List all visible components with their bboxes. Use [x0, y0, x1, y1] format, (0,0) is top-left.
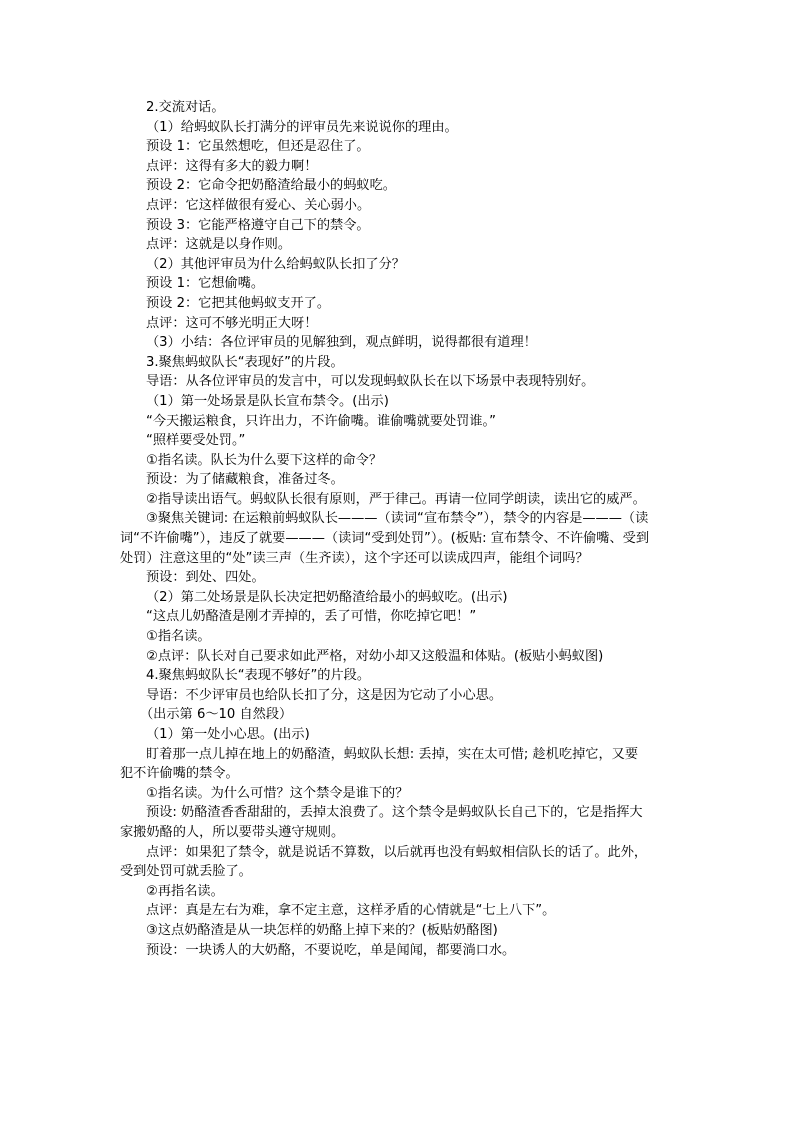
- text-line: 预设: 奶酪渣香香甜甜的，丢掉太浪费了。这个禁令是蚂蚁队长自己下的，它是指挥大: [146, 805, 643, 821]
- text-line: 3.聚焦蚂蚁队长“表现好”的片段。: [146, 354, 344, 370]
- text-line: 导语：从各位评审员的发言中，可以发现蚂蚁队长在以下场景中表现特别好。: [146, 374, 595, 390]
- text-line: 2.交流对话。: [146, 100, 225, 115]
- text-line: ①指名读。: [146, 629, 211, 645]
- text-line: 预设 1：它虽然想吃，但还是忍住了。: [146, 139, 370, 155]
- text-line: 家搬奶酪的人，所以要带头遵守规则。: [120, 824, 345, 840]
- text-line: 预设 1：它想偷嘴。: [146, 276, 265, 292]
- text-line: （2）第二处场景是队长决定把奶酪渣给最小的蚂蚁吃。(出示): [146, 589, 508, 605]
- text-line: “照样要受处罚。”: [146, 433, 246, 449]
- text-line: （3）小结：各位评审员的见解独到，观点鲜明，说得都很有道理！: [146, 335, 537, 351]
- text-line: ②指导读出语气。蚂蚁队长很有原则，严于律己。再请一位同学朗读，读出它的威严。: [146, 491, 646, 507]
- text-line: 预设 2：它把其他蚂蚁支开了。: [146, 295, 331, 311]
- text-line: （出示第 6～10 自然段）: [140, 707, 293, 723]
- text-line: 盯着那一点儿掉在地上的奶酪渣，蚂蚁队长想: 丢掉，实在太可惜; 趁机吃掉它，又要: [146, 746, 639, 762]
- text-line: “今天搬运粮食，只许出力，不许偷嘴。谁偷嘴就要处罚谁。”: [146, 413, 496, 429]
- text-line: 预设 2：它命令把奶酪渣给最小的蚂蚁吃。: [146, 178, 396, 194]
- text-line: “这点儿奶酪渣是刚才弄掉的，丢了可惜，你吃掉它吧！”: [146, 609, 477, 625]
- text-line: 预设：一块诱人的大奶酪，不要说吃，单是闻闻，都要淌口水。: [146, 942, 516, 958]
- text-line: 点评：它这样做很有爱心、关心弱小。: [146, 197, 371, 213]
- text-line: 预设：到处、四处。: [146, 570, 265, 586]
- text-line: ①指名读。队长为什么要下这样的命令？: [146, 452, 383, 468]
- text-line: 点评：这就是以身作则。: [146, 237, 292, 253]
- text-line: 预设 3：它能严格遵守自己下的禁令。: [146, 217, 370, 233]
- text-line: ②再指名读。: [146, 883, 224, 899]
- text-line: 点评：这可不够光明正大呀！: [146, 315, 318, 331]
- text-line: ③这点奶酪渣是从一块怎样的奶酪上掉下来的？(板贴奶酪图): [146, 922, 498, 938]
- text-line: （1）第一处小心思。(出示): [146, 727, 310, 742]
- text-line: 预设：为了储藏粮食，准备过冬。: [146, 472, 344, 488]
- text-line: 处罚）注意这里的“处”读三声（生齐读），这个字还可以读成四声，能组个词吗？: [120, 550, 589, 566]
- text-line: ③聚焦关键词: 在运粮前蚂蚁队长———（读词“宣布禁令”），禁令的内容是———（读: [146, 511, 649, 527]
- text-line: 词“不许偷嘴”），违反了就要———（读词“受到处罚”）。(板贴: 宣布禁令、不许偷嘴、受到: [120, 531, 650, 547]
- text-line: 犯不许偷嘴的禁令。: [120, 766, 239, 782]
- text-line: ②点评：队长对自己要求如此严格，对幼小却又这般温和体贴。(板贴小蚂蚁图): [146, 648, 604, 664]
- text-line: ①指名读。为什么可惜？这个禁令是谁下的？: [146, 785, 409, 801]
- text-line: （2）其他评审员为什么给蚂蚁队长扣了分？: [146, 256, 405, 272]
- document-body: [120, 98, 686, 960]
- text-line: 点评：这得有多大的毅力啊！: [146, 158, 318, 174]
- text-line: （1）给蚂蚁队长打满分的评审员先来说说你的理由。: [146, 119, 458, 135]
- text-line: 点评：如果犯了禁令，就是说话不算数，以后就再也没有蚂蚁相信队长的话了。此外，: [146, 844, 648, 860]
- text-line: 受到处罚可就丢脸了。: [120, 864, 252, 880]
- text-line: 导语：不少评审员也给队长扣了分，这是因为它动了小心思。: [146, 687, 503, 703]
- text-line: 点评：真是左右为难，拿不定主意，这样矛盾的心情就是“七上八下”。: [146, 903, 556, 919]
- text-line: 4.聚焦蚂蚁队长“表现不够好”的片段。: [146, 668, 371, 684]
- text-line: （1）第一处场景是队长宣布禁令。(出示): [146, 393, 389, 409]
